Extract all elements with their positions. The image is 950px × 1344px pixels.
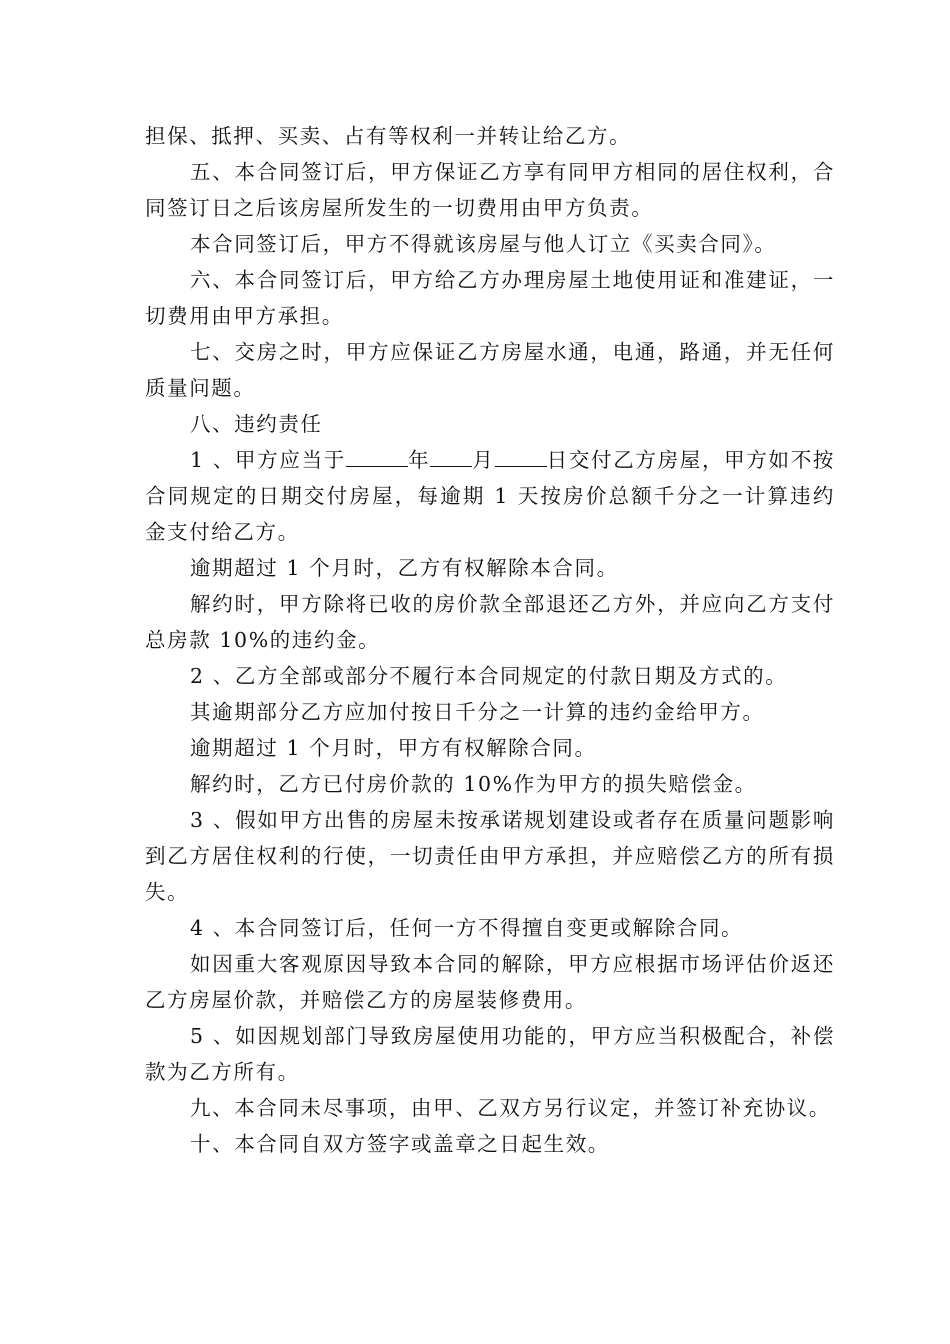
paragraph-continuation: 担保、抵押、买卖、占有等权利一并转让给乙方。 [145,124,632,148]
paragraph-8-2-late: 其逾期部分乙方应加付按日千分之一计算的违约金给甲方。 [190,700,765,724]
paragraph-clause-5: 五、本合同签订后，甲方保证乙方享有同甲方相同的居住权利，合同签订日之后该房屋所发生的一切费用由甲方负责。 [145,160,835,220]
month-label: 月 [472,448,495,472]
paragraph-8-1-overdue: 逾期超过 1 个月时，乙方有权解除本合同。 [190,556,619,580]
day-blank [495,446,547,467]
item-1-prefix: 1 、甲方应当于 [190,448,346,472]
paragraph-clause-5-note: 本合同签订后，甲方不得就该房屋与他人订立《买卖合同》。 [190,232,777,256]
paragraph-clause-8-heading: 八、违约责任 [190,412,323,436]
paragraph-clause-8-item-1 [145,442,835,550]
paragraph-8-4: 4 、本合同签订后，任何一方不得擅自变更或解除合同。 [190,916,744,940]
paragraph-clause-9: 九、本合同未尽事项，由甲、乙双方另行议定，并签订补充协议。 [190,1096,831,1120]
paragraph-clause-6: 六、本合同签订后，甲方给乙方办理房屋土地使用证和准建证，一切费用由甲方承担。 [145,268,835,328]
item-1-suffix: 日交付乙方房屋，甲方如不按合同规定的日期交付房屋，每逾期 1 天按房价总额千分之一计算违约金支付给乙方。 [145,448,835,544]
paragraph-8-2-overdue: 逾期超过 1 个月时，甲方有权解除合同。 [190,736,597,760]
year-blank [346,446,408,467]
paragraph-8-5: 5 、如因规划部门导致房屋使用功能的，甲方应当积极配合，补偿款为乙方所有。 [145,1024,835,1084]
paragraph-8-2-terminate: 解约时，乙方已付房价款的 10%作为甲方的损失赔偿金。 [190,772,757,796]
contract-body [145,118,835,1162]
paragraph-clause-7: 七、交房之时，甲方应保证乙方房屋水通，电通，路通，并无任何质量问题。 [145,340,835,400]
year-label: 年 [407,448,431,472]
paragraph-8-4-cause: 如因重大客观原因导致本合同的解除，甲方应根据市场评估价返还乙方房屋价款，并赔偿乙方的房屋装修费用。 [145,952,835,1012]
paragraph-8-3: 3 、假如甲方出售的房屋未按承诺规划建设或者存在质量问题影响到乙方居住权利的行使，一切责任由甲方承担，并应赔偿乙方的所有损失。 [145,808,835,904]
paragraph-8-2: 2 、乙方全部或部分不履行本合同规定的付款日期及方式的。 [190,664,788,688]
paragraph-clause-10: 十、本合同自双方签字或盖章之日起生效。 [190,1132,610,1156]
month-blank [430,446,472,467]
paragraph-8-1-terminate: 解约时，甲方除将已收的房价款全部退还乙方外，并应向乙方支付总房款 10%的违约金。 [145,592,835,652]
